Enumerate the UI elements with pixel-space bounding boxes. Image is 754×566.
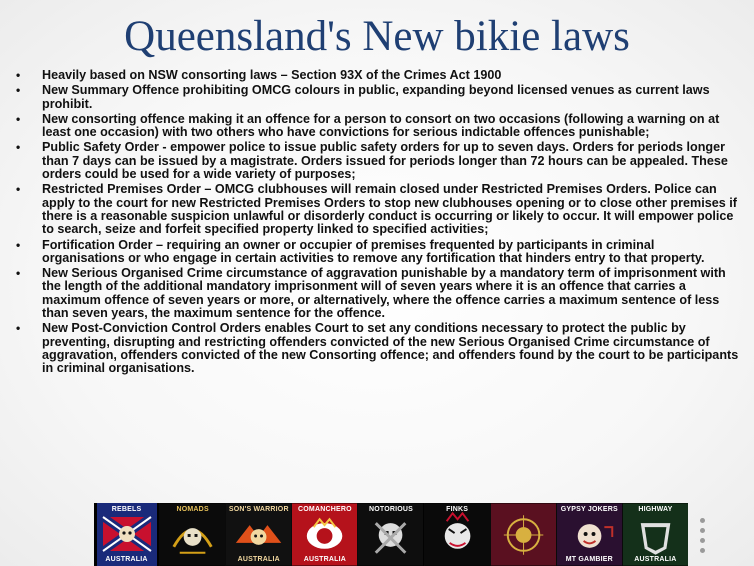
rebels-top-label: REBELS	[111, 506, 142, 513]
sons-warrior-bottom-label: AUSTRALIA	[237, 556, 280, 563]
bullet-text: Heavily based on NSW consorting laws – Section 93X of the Crimes Act 1900	[42, 68, 502, 82]
sons-warrior-patch	[226, 503, 292, 566]
bullet-item	[14, 69, 740, 82]
notorious-patch	[358, 503, 424, 566]
nav-dot	[700, 538, 705, 543]
rebels-patch	[94, 503, 160, 566]
bullet-text: Public Safety Order - empower police to issue public safety orders for up to seven days. Orders for periods longer than 7 days can be issued by a magistrate. Orders issued for periods longer than 72 hours can be appealed. These orders could be used for a wide variety of purposes;	[42, 140, 728, 182]
nomads-patch	[160, 503, 226, 566]
comanchero-top-label: COMANCHERO	[298, 506, 352, 513]
nav-dot	[700, 548, 705, 553]
nav-dot	[700, 518, 705, 523]
finks-top-label: FINKS	[446, 506, 469, 513]
bullet-text: New Post-Conviction Control Orders enables Court to set any conditions necessary to protect the public by preventing, disrupting and restricting offenders convicted of the new Serious Organised Crime circumstance of aggravation, offenders convicted of the new Consorting offence; and offenders found by the court to be participants in criminal organisations.	[42, 321, 739, 376]
mongols-patch	[491, 503, 557, 566]
bullet-dot: •	[16, 266, 21, 281]
nomads-top-label: NOMADS	[176, 506, 209, 513]
bullet-item	[14, 183, 740, 236]
finks-patch	[425, 503, 491, 566]
bullet-dot: •	[16, 68, 21, 82]
bullet-dot: •	[16, 182, 21, 197]
rebels-bottom-label: AUSTRALIA	[105, 556, 148, 563]
notorious-top-label: NOTORIOUS	[368, 506, 414, 513]
comanchero-bottom-label: AUSTRALIA	[303, 556, 346, 563]
slide-title: Queensland's New bikie laws	[124, 13, 630, 60]
bullet-item	[14, 322, 740, 375]
club-patches-strip	[94, 503, 688, 566]
highway-bottom-label: AUSTRALIA	[634, 556, 677, 563]
gypsy-jokers-top-label: GYPSY JOKERS	[560, 506, 618, 513]
gypsy-jokers-bottom-label: MT GAMBIER	[565, 556, 613, 563]
bullet-text: New Summary Offence prohibiting OMCG colours in public, expanding beyond licensed venues as current laws prohibit.	[42, 83, 710, 111]
highway-patch	[623, 503, 688, 566]
bullet-dot: •	[16, 237, 21, 252]
slide-nav-dots	[700, 518, 710, 558]
bullet-dot: •	[16, 140, 21, 155]
bullet-item	[14, 84, 740, 111]
gypsy-jokers-patch	[557, 503, 623, 566]
bullet-list	[14, 69, 740, 378]
bullet-text: New consorting offence making it an offence for a person to consort on two occasions (following a warning on at least one occasion) with two others who have convictions for serious indictable offences punishable;	[42, 111, 720, 140]
comanchero-patch	[292, 503, 358, 566]
bullet-item	[14, 239, 740, 266]
bullet-text: Fortification Order – requiring an owner or occupier of premises frequented by participants in criminal organisations or who engage in certain activities to remove any fortification that hinders entry to that property.	[42, 237, 705, 265]
highway-top-label: HIGHWAY	[638, 506, 673, 513]
bullet-item	[14, 113, 740, 140]
bullet-text: Restricted Premises Order – OMCG clubhouses will remain closed under Restricted Premises Orders. Police can apply to the court for new Restricted Premises Orders to stop new clubhouses opening or to close other premises if there is a reasonable suspicion unlawful or disorderly conduct is occurring or likely to occur. It will empower police to search, seize and forfeit specified property linked to specified activities;	[42, 182, 737, 237]
nav-dot	[700, 528, 705, 533]
mongols-patch-art	[491, 503, 556, 566]
sons-warrior-top-label: SON'S WARRIOR	[228, 506, 289, 513]
bullet-dot: •	[16, 83, 21, 98]
bullet-item	[14, 267, 740, 320]
bullet-dot: •	[16, 321, 21, 336]
bullet-text: New Serious Organised Crime circumstance of aggravation punishable by a mandatory term of imprisonment with the length of the additional mandatory imprisonment will of seven years where it is an offence that carries a maximum offence of seven years or more, or alternatively, where the offence carries a maximum sentence of less than seven years, the maximum sentence for the offence.	[42, 266, 726, 321]
bullet-dot: •	[16, 111, 21, 126]
bullet-item	[14, 141, 740, 181]
